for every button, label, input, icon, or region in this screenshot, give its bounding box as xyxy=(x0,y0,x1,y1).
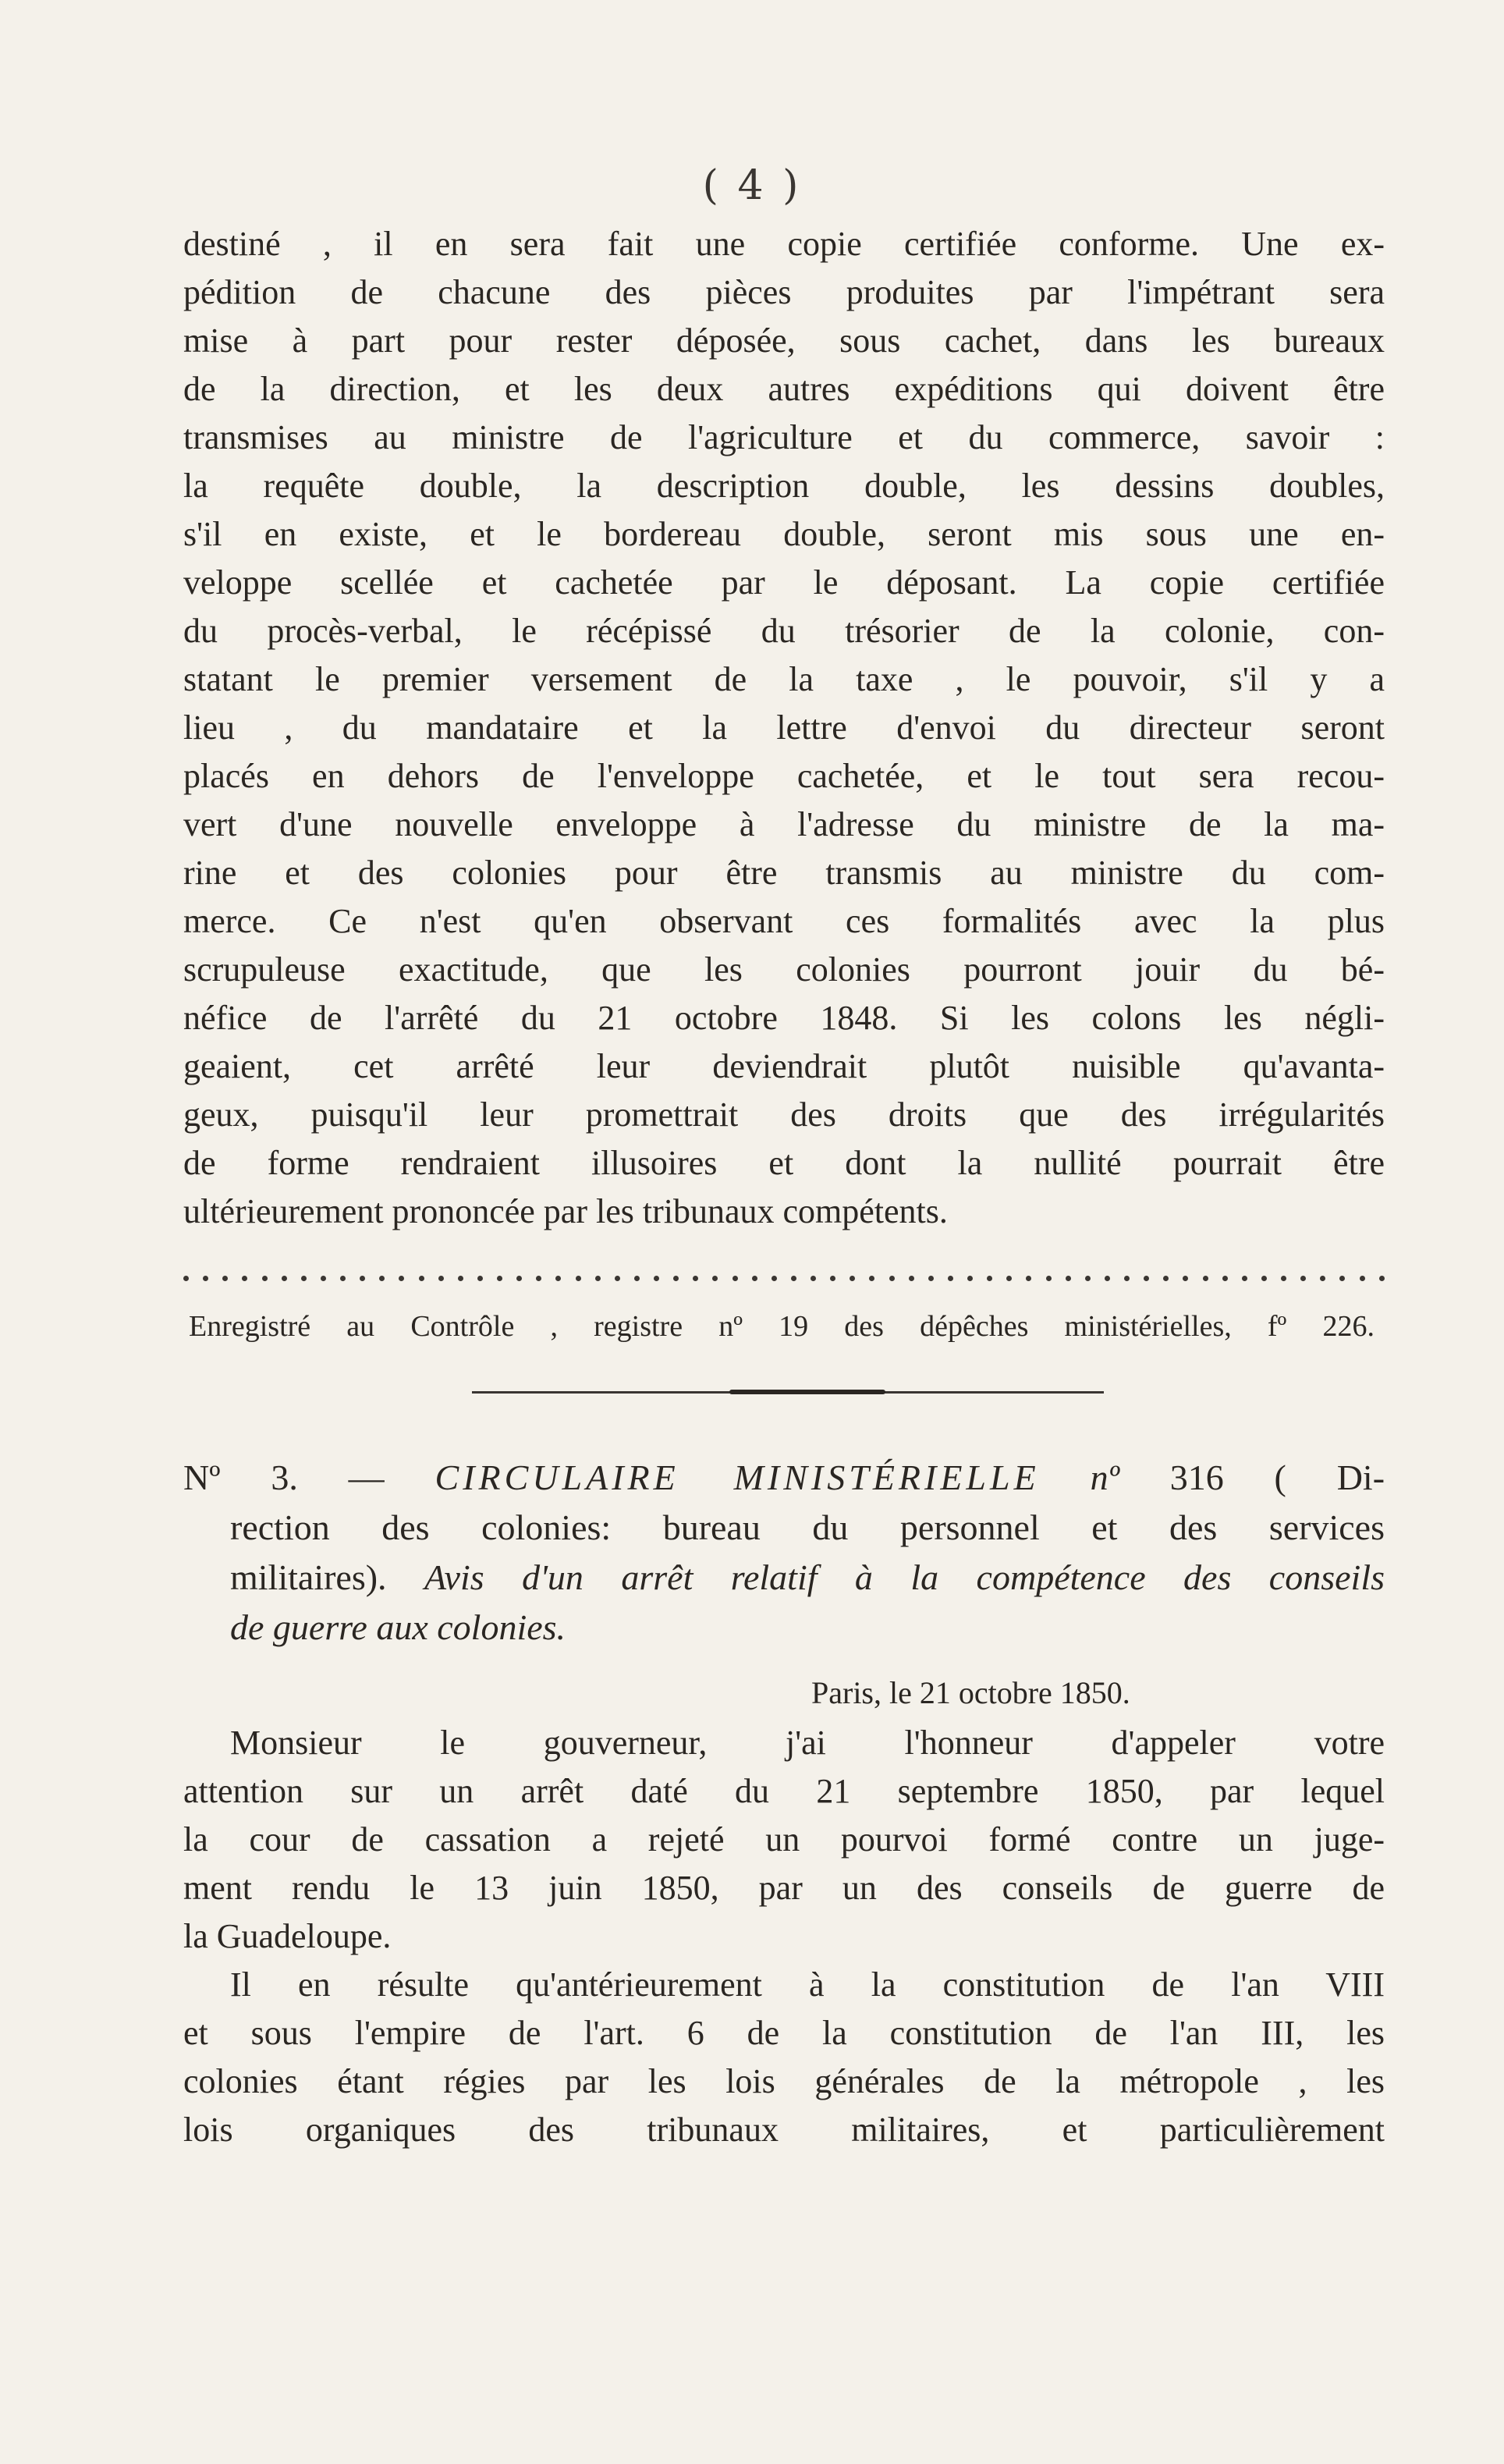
text-line: rine et des colonies pour être transmis au ministre du com- xyxy=(183,854,1385,892)
text-line: scrupuleuse exactitude, que les colonies pourront jouir du bé- xyxy=(183,950,1385,989)
heading-subject: de guerre aux colonies. xyxy=(230,1607,566,1647)
dot xyxy=(1339,1276,1345,1281)
registry-note: Enregistré au Contrôle , registre nº 19 des dépêches ministérielles, fº 226. xyxy=(189,1310,1375,1343)
text-line: du procès-verbal, le récépissé du trésorier de la colonie, con- xyxy=(183,612,1385,650)
circular-number-label: Nº 3. — xyxy=(183,1457,385,1497)
dot xyxy=(1105,1276,1110,1281)
dot xyxy=(673,1276,679,1281)
circular-n-label: nº xyxy=(1090,1457,1119,1497)
dot xyxy=(928,1276,934,1281)
dot xyxy=(634,1276,640,1281)
dot xyxy=(1046,1276,1052,1281)
dot xyxy=(772,1276,777,1281)
text-line: merce. Ce n'est qu'en observant ces formalités avec la plus xyxy=(183,902,1385,940)
dot xyxy=(1261,1276,1267,1281)
circular-title: CIRCULAIRE MINISTÉRIELLE xyxy=(435,1457,1040,1497)
dot xyxy=(1320,1276,1325,1281)
dot xyxy=(301,1276,307,1281)
dateline: Paris, le 21 octobre 1850. xyxy=(811,1675,1130,1710)
text-line: statant le premier versement de la taxe , le pouvoir, s'il y a xyxy=(183,660,1385,698)
text-line: lois organiques des tribunaux militaires, et particulièrement xyxy=(183,2111,1385,2149)
dotted-separator xyxy=(183,1276,1385,1291)
text-line: ultérieurement prononcée par les tribunaux compétents. xyxy=(183,1192,948,1230)
dot xyxy=(732,1276,738,1281)
page-number: ( 4 ) xyxy=(702,162,802,209)
heading-line xyxy=(183,1453,1385,1503)
dot xyxy=(203,1276,208,1281)
heading-line xyxy=(183,1553,1385,1603)
dot xyxy=(183,1276,189,1281)
text-line: mise à part pour rester déposée, sous cachet, dans les bureaux xyxy=(183,321,1385,360)
dot xyxy=(1222,1276,1228,1281)
dot xyxy=(360,1276,365,1281)
text-line: Monsieur le gouverneur, j'ai l'honneur d'appeler votre xyxy=(230,1724,1385,1762)
section-divider xyxy=(472,1391,1104,1394)
heading-subject: Avis d'un arrêt relatif à la compétence des conseils xyxy=(424,1557,1385,1597)
dot xyxy=(967,1276,973,1281)
text-line: geux, puisqu'il leur promettrait des droits que des irrégularités xyxy=(183,1095,1385,1134)
dot xyxy=(850,1276,855,1281)
dot xyxy=(712,1276,718,1281)
dot xyxy=(811,1276,816,1281)
text-line: la requête double, la description double, les dessins doubles, xyxy=(183,467,1385,505)
dot xyxy=(262,1276,268,1281)
dot xyxy=(1183,1276,1188,1281)
dot xyxy=(1026,1276,1031,1281)
dot xyxy=(1203,1276,1208,1281)
heading-line xyxy=(183,1603,1385,1653)
dot xyxy=(948,1276,953,1281)
dot xyxy=(1066,1276,1071,1281)
circular-number: 316 ( Di- xyxy=(1169,1457,1385,1497)
text-line: placés en dehors de l'enveloppe cachetée, et le tout sera recou- xyxy=(183,757,1385,795)
dot xyxy=(1300,1276,1306,1281)
dot xyxy=(1163,1276,1169,1281)
dot xyxy=(909,1276,914,1281)
dot xyxy=(791,1276,796,1281)
text-line: de la direction, et les deux autres expéditions qui doivent être xyxy=(183,370,1385,408)
text-line: la Guadeloupe. xyxy=(183,1917,392,1955)
dot xyxy=(321,1276,326,1281)
dot xyxy=(282,1276,287,1281)
dot xyxy=(242,1276,247,1281)
dot xyxy=(516,1276,522,1281)
dot xyxy=(419,1276,424,1281)
heading-text: militaires). xyxy=(230,1557,387,1597)
dot xyxy=(340,1276,346,1281)
dot xyxy=(1242,1276,1247,1281)
dot xyxy=(1281,1276,1286,1281)
text-line: geaient, cet arrêté leur deviendrait plutôt nuisible qu'avanta- xyxy=(183,1047,1385,1085)
text-line: destiné , il en sera fait une copie certifiée conforme. Une ex- xyxy=(183,225,1385,263)
dot xyxy=(1124,1276,1130,1281)
dot xyxy=(869,1276,874,1281)
dot xyxy=(1379,1276,1385,1281)
heading-text: rection des colonies: bureau du personnel et des services xyxy=(230,1507,1385,1547)
dot xyxy=(693,1276,698,1281)
dot xyxy=(222,1276,228,1281)
text-line: attention sur un arrêt daté du 21 septembre 1850, par lequel xyxy=(183,1772,1385,1810)
text-line: vert d'une nouvelle enveloppe à l'adresse du ministre de la ma- xyxy=(183,805,1385,843)
dot xyxy=(477,1276,483,1281)
text-line: de forme rendraient illusoires et dont la nullité pourrait être xyxy=(183,1144,1385,1182)
dot xyxy=(830,1276,835,1281)
text-line: ment rendu le 13 juin 1850, par un des conseils de guerre de xyxy=(183,1869,1385,1907)
dot xyxy=(438,1276,444,1281)
dot xyxy=(752,1276,757,1281)
text-line: Il en résulte qu'antérieurement à la constitution de l'an VIII xyxy=(230,1965,1385,2004)
dot xyxy=(555,1276,561,1281)
dot xyxy=(654,1276,659,1281)
dot xyxy=(497,1276,502,1281)
text-line: et sous l'empire de l'art. 6 de la constitution de l'an III, les xyxy=(183,2014,1385,2052)
dot xyxy=(987,1276,992,1281)
letter-body xyxy=(183,1719,1385,2154)
dot xyxy=(1085,1276,1091,1281)
text-line: pédition de chacune des pièces produites par l'impétrant sera xyxy=(183,273,1385,311)
text-line: néfice de l'arrêté du 21 octobre 1848. Si les colons les négli- xyxy=(183,999,1385,1037)
dot xyxy=(615,1276,620,1281)
dot xyxy=(576,1276,581,1281)
heading-line xyxy=(183,1503,1385,1553)
circular-heading xyxy=(183,1453,1385,1653)
text-line: veloppe scellée et cachetée par le déposant. La copie certifiée xyxy=(183,563,1385,602)
text-line: lieu , du mandataire et la lettre d'envoi du directeur seront xyxy=(183,708,1385,747)
dot xyxy=(379,1276,385,1281)
dot xyxy=(458,1276,463,1281)
dot xyxy=(1006,1276,1012,1281)
text-line: colonies étant régies par les lois générales de la métropole , les xyxy=(183,2062,1385,2100)
text-line: s'il en existe, et le bordereau double, seront mis sous une en- xyxy=(183,515,1385,553)
dot xyxy=(595,1276,601,1281)
dot xyxy=(1360,1276,1365,1281)
dot xyxy=(1144,1276,1149,1281)
dot xyxy=(889,1276,895,1281)
text-line: transmises au ministre de l'agriculture et du commerce, savoir : xyxy=(183,418,1385,456)
dot xyxy=(399,1276,404,1281)
dot xyxy=(536,1276,541,1281)
text-line: la cour de cassation a rejeté un pourvoi formé contre un juge- xyxy=(183,1820,1385,1859)
body-text xyxy=(183,220,1385,1236)
